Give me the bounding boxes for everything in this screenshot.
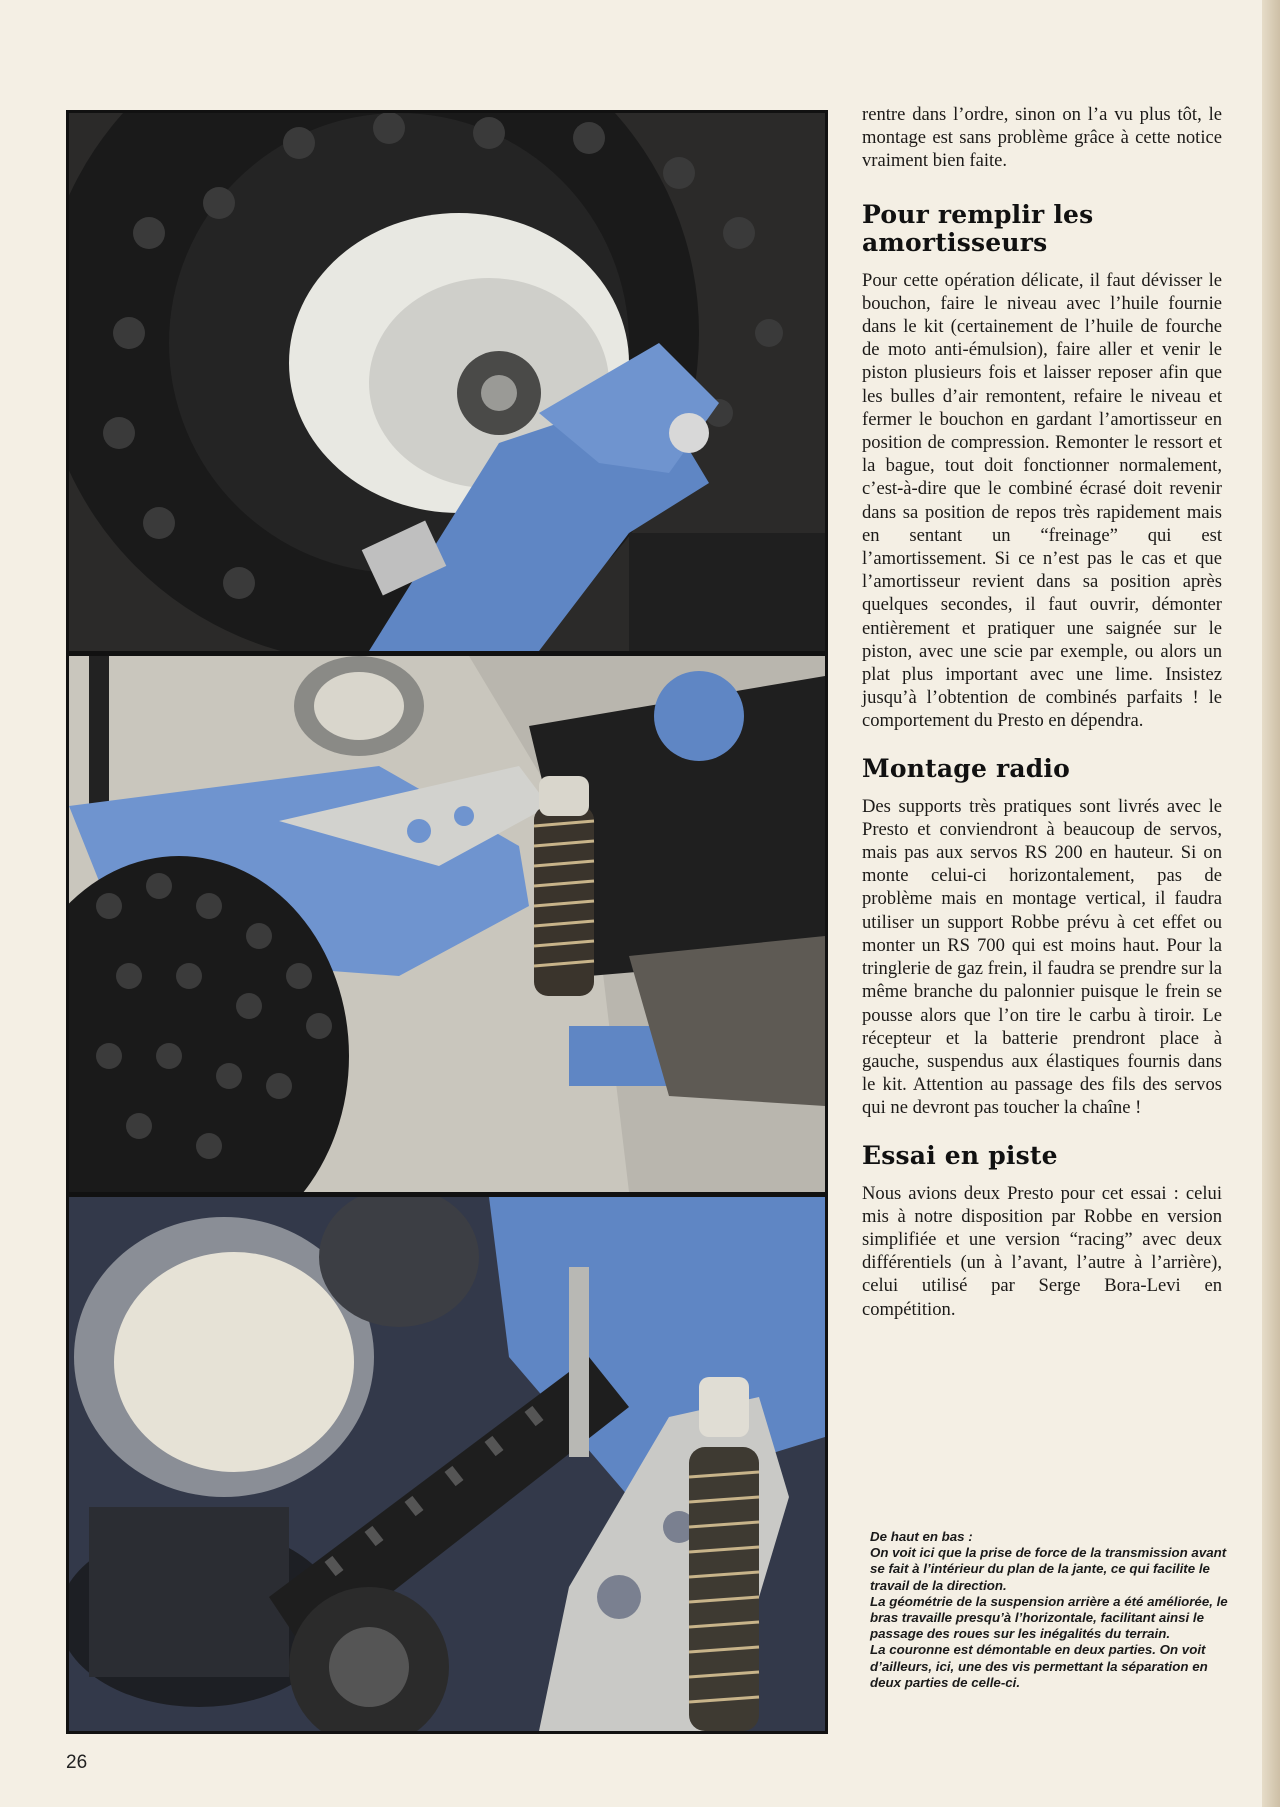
photo-crown-gear [69, 1197, 825, 1731]
photo-caption [870, 1529, 1240, 1691]
photo-front-wheel-steering-image [69, 113, 825, 651]
photo-rear-suspension [69, 656, 825, 1192]
photo-crown-gear-image [69, 1197, 825, 1731]
page-number: 26 [66, 1752, 88, 1773]
caption-title: De haut en bas : [870, 1529, 973, 1544]
photo-front-wheel-steering [69, 113, 825, 651]
paragraph-amortisseurs: Pour cette opération délicate, il faut dévisser le bouchon, faire le niveau avec l’huile fournie dans le kit (certainement de l’huile de fourche de moto anti-émulsion), faire aller et venir le piston plusieurs fois et laisser reposer afin que les bulles d’air remontent, refaire le niveau et fermer le bouchon en gardant l’amortisseur en position de compression. Remonter le ressort et la bague, tout doit fonctionner normalement, c’est-à-dire que le combiné écrasé doit revenir dans sa position de repos très rapidement mais en sentant un “freinage” qui est l’amortissement. Si ce n’est pas le cas et que l’amortisseur revient dans sa position après quelques secondes, il faut ouvrir, démonter entièrement et pratiquer une saignée sur le piston, avec une scie par exemple, ou alors un plat plus important avec une lime. Insistez jusqu’à l’obtention de combinés parfaits ! le comportement du Presto en dépendra. [862, 269, 1222, 732]
heading-amortisseurs: Pour remplir les amortisseurs [862, 199, 1094, 257]
paragraph-essai-en-piste: Nous avions deux Presto pour cet essai : celui mis à notre disposition par Robbe en version simplifiée et une version “racing” avec deux différentiels (un à l’avant, l’autre à l’arrière), celui utilisé par Serge Bora-Levi en compétition. [862, 1182, 1222, 1320]
caption-line-1: On voit ici que la prise de force de la transmission avant se fait à l’intérieur du plan de la jante, ce qui facilite le travail de la direction. [870, 1545, 1227, 1593]
heading-essai-en-piste: Essai en piste [862, 1140, 1058, 1170]
intro-paragraph: rentre dans l’ordre, sinon on l’a vu plus tôt, le montage est sans problème grâce à cette notice vraiment bien faite. [862, 104, 1222, 172]
caption-line-2: La géométrie de la suspension arrière a été améliorée, le bras travaille presqu’à l’horizontale, facilitant ainsi le passage des roues sur les inégalités du terrain. [870, 1593, 1228, 1642]
paragraph-montage-radio: Des supports très pratiques sont livrés avec le Presto et conviendront à beaucoup de servos, mais pas aux servos RS 200 en hauteur. Si on monte celui-ci horizontalement, pas de problème mais en montage vertical, il faudra utiliser un support Robbe prévu à cet effet ou monter un RS 700 qui est moins haut. Pour la tringlerie de gaz frein, il faudra se prendre sur la même branche du palonnier puisque le frein se pousse alors que l’on tire le carbu à tiroir. Le récepteur et la batterie prendront place à gauche, suspendus aux élastiques fournis dans le kit. Attention au passage des fils des servos qui ne devront pas toucher la chaîne ! [862, 795, 1222, 1119]
photo-rear-suspension-image [69, 656, 825, 1192]
text-column [862, 103, 1222, 1321]
photo-column [66, 110, 828, 1734]
caption-line-3: La couronne est démontable en deux parties. On voit d’ailleurs, ici, une des vis permettant la séparation en deux parties de celle-ci. [870, 1642, 1208, 1690]
page-edge [1262, 0, 1280, 1807]
heading-montage-radio: Montage radio [862, 753, 1070, 783]
